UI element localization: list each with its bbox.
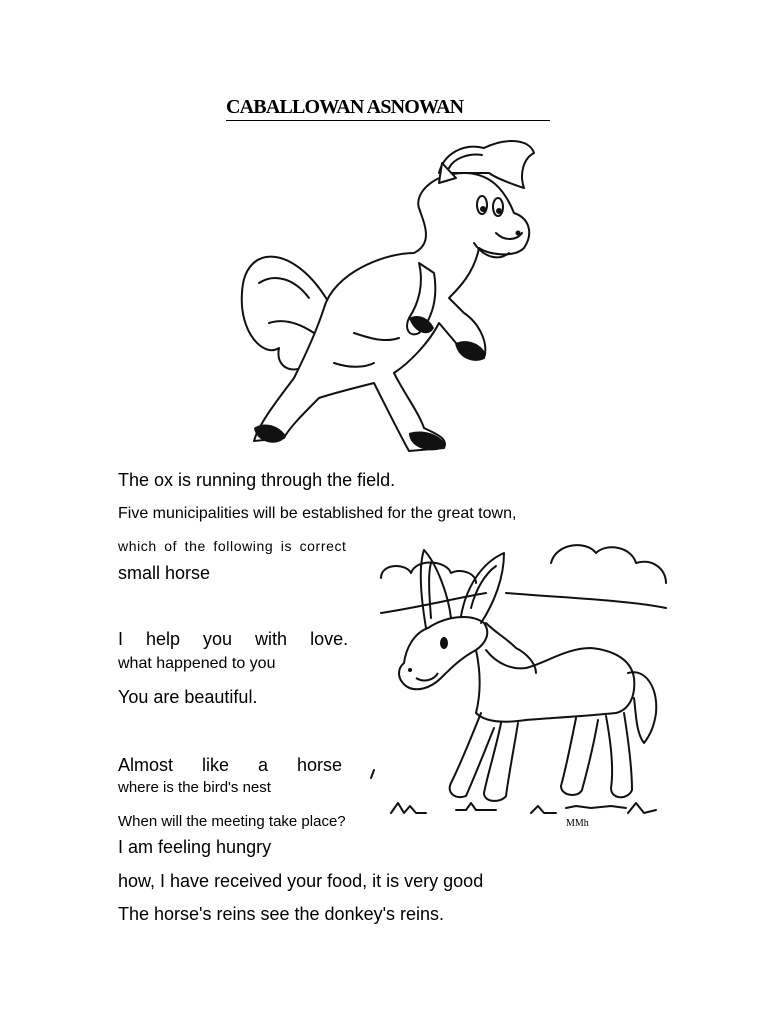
text-line-what-happened: what happened to you <box>118 655 276 672</box>
document-title: CABALLOWAN ASNOWAN <box>226 95 550 121</box>
text-line-almost-horse: Almost like a horse <box>118 755 343 775</box>
text-line-received-food: how, I have received your food, it is very good <box>118 871 484 891</box>
text-line-beautiful: You are beautiful. <box>118 687 258 707</box>
text-line-reins: The horse's reins see the donkey's reins. <box>118 904 445 924</box>
text-line-ox: The ox is running through the field. <box>118 470 396 490</box>
horse-illustration <box>234 133 539 463</box>
text-line-bird-nest: where is the bird's nest <box>118 779 271 796</box>
illustrator-signature: MMh <box>566 818 589 829</box>
text-line-small-horse: small horse <box>118 563 211 583</box>
text-line-meeting: When will the meeting take place? <box>118 813 346 830</box>
text-line-municipalities: Five municipalities will be established for the great town, <box>118 505 517 522</box>
text-line-which-correct: which of the following is correct <box>118 538 347 554</box>
text-line-help-love: I help you with love. <box>118 629 349 649</box>
donkey-illustration <box>366 538 668 833</box>
text-line-hungry: I am feeling hungry <box>118 837 272 857</box>
